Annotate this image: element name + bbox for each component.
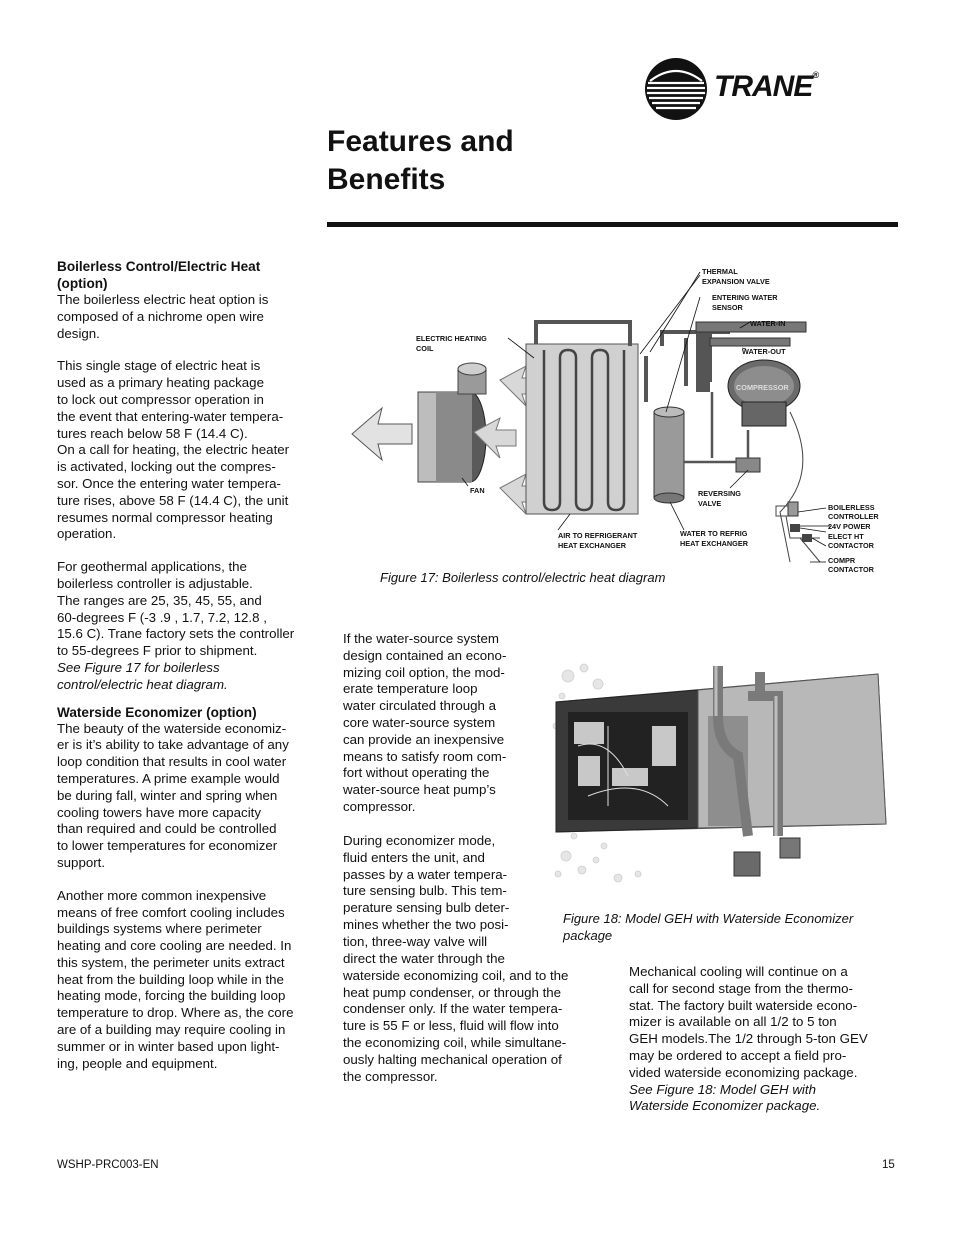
label-contactor: CONTACTOR <box>828 541 874 550</box>
middle-paragraph-2a: During economizer mode, fluid enters the unit, and passes by a water tempera- ture sensing bulb. This tem- perature sensing bulb deter- mines whether the two posi- tion, three-way valve will <box>343 833 510 949</box>
right-column <box>629 964 899 1115</box>
label-water-to-refrig: WATER TO REFRIG <box>680 529 748 538</box>
figure-18-reference: See Figure 18: Model GEH with Waterside Economizer package. <box>629 1081 821 1114</box>
boilerless-paragraph-3: For geothermal applications, the boilerless controller is adjustable. The ranges are 25, 35, 45, 55, and 60-degrees F (-3 .9 , 1.7, 7.2, 12.8 , 15.6 C). Trane factory sets the controller to 55-degrees F prior to shipment. <box>57 559 295 659</box>
right-paragraph-1: Mechanical cooling will continue on a call for second stage from the thermo- stat. The factory built waterside econo- mizer is available on all 1/2 to 5 ton GEH models.The 1/2 through 5-ton GEV may be ordered to accept a field pro- vided waterside economizing package. <box>629 964 868 1080</box>
label-air-to-refrigerant: AIR TO REFRIGERANT <box>558 531 638 540</box>
figure-18-photo <box>548 656 893 888</box>
label-valve: VALVE <box>698 499 722 508</box>
label-compr: COMPR <box>828 556 856 565</box>
label-water-out: WATER-OUT <box>742 347 786 356</box>
boilerless-paragraph-2: This single stage of electric heat is used as a primary heating package to lock out compressor operation in the event that entering-water tempera- tures reach below 58 F (14.4 C). On a call for heating, the electric heater is activated, locking out the compres- sor. Once the entering water tempera- ture rises, above 58 F (14.4 C), the unit resumes normal compressor heating operation. <box>57 358 290 542</box>
economizer-paragraph-2: Another more common inexpensive means of free comfort cooling includes buildings systems where perimeter heating and core cooling are needed. In this system, the perimeter units extract heat from the building loop while in the heating mode, forcing the building loop temperature to drop. Where as, the core are of a building may require cooling in summer or in winter based upon light- ing, people and equipment. <box>57 887 294 1071</box>
label-contactor-2: CONTACTOR <box>828 565 874 574</box>
fan-illustration <box>418 363 486 482</box>
economizer-paragraph-1: The beauty of the waterside economiz- er is it’s ability to take advantage of any loop condition that results in cool water temperatures. A prime example would be during fall, winter and spring when cooling towers have more capacity than required and could be controlled to lower temperatures for economizer support. <box>57 720 289 870</box>
label-reversing: REVERSING <box>698 489 741 498</box>
label-heat-exchanger: HEAT EXCHANGER <box>558 541 626 550</box>
label-boilerless: BOILERLESS <box>828 503 875 512</box>
title-rule <box>327 222 898 227</box>
label-elect-ht: ELECT HT <box>828 532 864 541</box>
label-thermal: THERMAL <box>702 267 738 276</box>
figure-17-caption: Figure 17: Boilerless control/electric heat diagram <box>380 570 666 585</box>
figure-18-caption: Figure 18: Model GEH with Waterside Economizer package <box>563 911 854 943</box>
label-coil: COIL <box>416 344 434 353</box>
middle-paragraph-2b: direct the water through the waterside economizing coil, and to the heat pump condenser, or through the condenser only. If the water tempera- ture is 55 F or less, fluid will flow into the economizing coil, while simultane- ously halting mechanical operation of the compressor. <box>343 951 569 1084</box>
label-sensor: SENSOR <box>712 303 743 312</box>
trane-logo-emblem-icon <box>644 57 708 121</box>
label-water-in: WATER-IN <box>750 319 786 328</box>
label-compressor: COMPRESSOR <box>736 383 789 392</box>
boilerless-heading: Boilerless Control/Electric Heat (option) <box>57 259 261 291</box>
figure-17-reference: See Figure 17 for boilerless control/electric heat diagram. <box>57 659 228 692</box>
figure-17-diagram <box>350 262 890 578</box>
trane-logo-wordmark <box>714 70 818 104</box>
brand-name: TRANE <box>714 70 813 103</box>
waterside-economizer-heading: Waterside Economizer (option) <box>57 704 257 720</box>
label-fan: FAN <box>470 486 485 495</box>
trademark-symbol: ® <box>812 70 818 80</box>
boilerless-paragraph-1: The boilerless electric heat option is composed of a nichrome open wire design. <box>57 292 269 341</box>
label-entering-water: ENTERING WATER <box>712 293 778 302</box>
page-number: 15 <box>882 1159 895 1171</box>
page-title: Features and Benefits <box>327 125 514 196</box>
label-controller: CONTROLLER <box>828 512 879 521</box>
label-expansion-valve: EXPANSION VALVE <box>702 277 770 286</box>
label-electric-heating: ELECTRIC HEATING <box>416 334 487 343</box>
middle-paragraph-1: If the water-source system design contained an econo- mizing coil option, the mod- erate temperature loop water circulated through a core water-source system can provide an inexpensive means to satisfy room com- fort without operating the water-source heat pump’s compressor. <box>343 631 507 814</box>
label-24v-power: 24V POWER <box>828 522 871 531</box>
label-heat-exchanger-2: HEAT EXCHANGER <box>680 539 748 548</box>
left-column <box>57 258 327 1072</box>
document-id: WSHP-PRC003-EN <box>57 1159 159 1171</box>
